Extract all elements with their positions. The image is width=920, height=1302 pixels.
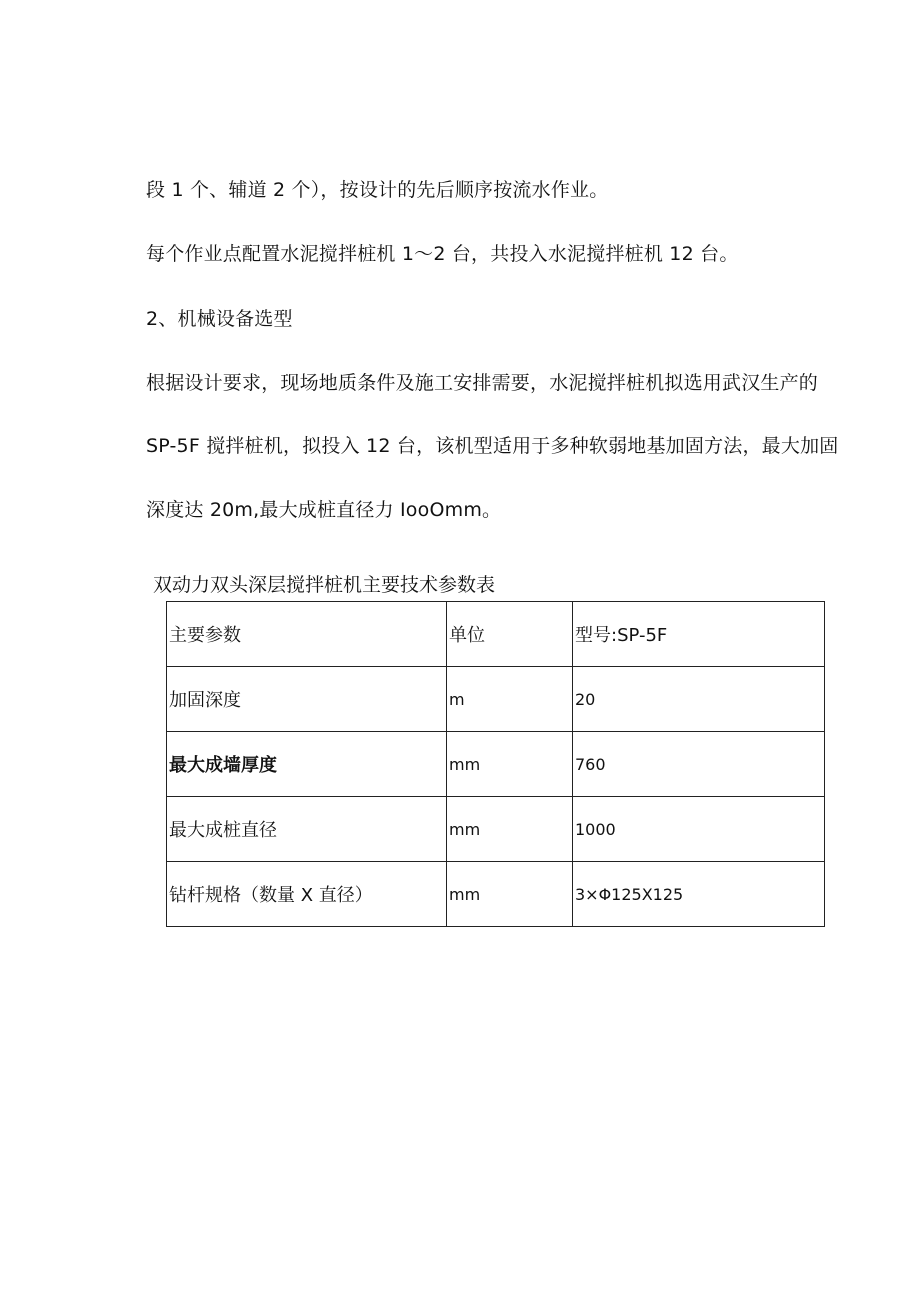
section-heading: 2、机械设备选型 bbox=[146, 308, 293, 330]
table-cell: 20 bbox=[573, 667, 825, 732]
header-cell-model: 型号:SP-5F bbox=[573, 602, 825, 667]
paragraph-1: 段 1 个、辅道 2 个），按设计的先后顺序按流水作业。 bbox=[146, 179, 609, 201]
table-cell: 加固深度 bbox=[167, 667, 447, 732]
table-cell: mm bbox=[447, 862, 573, 927]
table-cell: 760 bbox=[573, 732, 825, 797]
table-cell: 最大成墙厚度 bbox=[167, 732, 447, 797]
paragraph-2: 每个作业点配置水泥搅拌桩机 1～2 台，共投入水泥搅拌桩机 12 台。 bbox=[146, 243, 739, 265]
table-cell: 最大成桩直径 bbox=[167, 797, 447, 862]
header-cell-parameter: 主要参数 bbox=[167, 602, 447, 667]
table-cell: mm bbox=[447, 797, 573, 862]
parameters-table bbox=[166, 601, 825, 927]
header-cell-unit: 单位 bbox=[447, 602, 573, 667]
table-row bbox=[167, 862, 825, 927]
table-row bbox=[167, 732, 825, 797]
paragraph-3: 根据设计要求，现场地质条件及施工安排需要，水泥搅拌桩机拟选用武汉生产的 bbox=[146, 372, 819, 394]
table-cell: mm bbox=[447, 732, 573, 797]
paragraph-4: SP-5F 搅拌桩机，拟投入 12 台，该机型适用于多种软弱地基加固方法，最大加固 bbox=[146, 435, 839, 457]
table-cell: 3×Φ125X125 bbox=[573, 862, 825, 927]
table-row bbox=[167, 667, 825, 732]
table-cell: 1000 bbox=[573, 797, 825, 862]
table-caption: 双动力双头深层搅拌桩机主要技术参数表 bbox=[153, 574, 496, 596]
paragraph-5: 深度达 20m,最大成桩直径力 IooOmm。 bbox=[146, 499, 502, 521]
table-cell: m bbox=[447, 667, 573, 732]
table-row bbox=[167, 797, 825, 862]
table-header-row bbox=[167, 602, 825, 667]
table-cell: 钻杆规格（数量 X 直径） bbox=[167, 862, 447, 927]
